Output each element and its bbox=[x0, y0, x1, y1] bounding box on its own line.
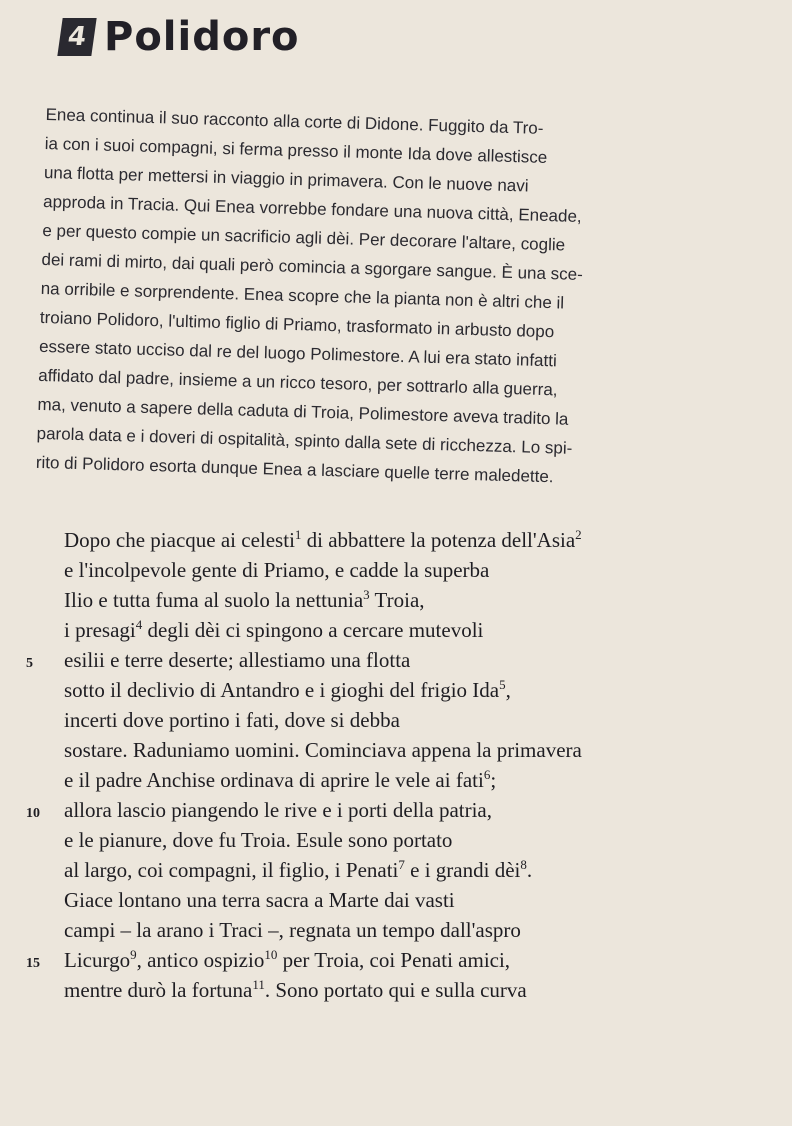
verse-text bbox=[64, 945, 786, 975]
verse-line bbox=[26, 615, 786, 645]
footnote-marker: 9 bbox=[130, 947, 137, 962]
verse-fragment: Troia, bbox=[369, 588, 425, 612]
verse-line bbox=[26, 885, 786, 915]
footnote-marker: 1 bbox=[294, 527, 302, 542]
footnote-marker: 10 bbox=[264, 947, 278, 962]
verse-line bbox=[26, 825, 786, 855]
verse-line bbox=[26, 795, 786, 825]
verse-number bbox=[26, 675, 64, 705]
verse-line bbox=[26, 765, 786, 795]
verse-fragment: esilii e terre deserte; allestiamo una flotta bbox=[64, 648, 411, 672]
verse-text bbox=[64, 765, 786, 795]
intro-line: rito di Polidoro esorta dunque Enea a lasciare quelle terre maledette. bbox=[35, 452, 554, 487]
verse-number bbox=[26, 915, 64, 945]
verse-line bbox=[26, 915, 786, 945]
verse-number: 15 bbox=[26, 956, 40, 971]
footnote-marker: 6 bbox=[483, 767, 491, 782]
intro-line: troiano Polidoro, l'ultimo figlio di Priamo, trasformato in arbusto dopo bbox=[39, 307, 555, 342]
verse-fragment: sostare. Raduniamo uomini. Cominciava appena la primavera bbox=[64, 738, 582, 762]
verse-fragment: allora lascio piangendo le rive e i porti della patria, bbox=[64, 798, 492, 822]
verse-text bbox=[64, 915, 786, 945]
intro-line: ma, venuto a sapere della caduta di Troia, Polimestore aveva tradito la bbox=[37, 394, 569, 429]
verse-text bbox=[64, 735, 786, 765]
verse-fragment: mentre durò la fortuna bbox=[64, 978, 253, 1002]
verse-fragment: . Sono portato qui e sulla curva bbox=[264, 978, 527, 1002]
footnote-marker: 7 bbox=[398, 857, 405, 872]
verse-fragment: e il padre Anchise ordinava di aprire le vele ai fati bbox=[64, 768, 484, 792]
verse-text bbox=[64, 705, 786, 735]
verse-number bbox=[26, 855, 64, 885]
verse-number: 5 bbox=[26, 656, 33, 671]
footnote-marker: 11 bbox=[252, 977, 265, 992]
verse-fragment: ; bbox=[490, 768, 497, 792]
verse-text bbox=[64, 975, 786, 1005]
verse-fragment: . bbox=[526, 858, 533, 882]
verse-text bbox=[64, 525, 786, 555]
verse-line bbox=[26, 675, 786, 705]
verse-text bbox=[64, 585, 786, 615]
verse-line bbox=[26, 645, 786, 675]
verse-line bbox=[26, 855, 786, 885]
footnote-marker: 3 bbox=[363, 587, 370, 602]
intro-line: ia con i suoi compagni, si ferma presso il monte Ida dove allestisce bbox=[44, 133, 548, 168]
intro-line: affidato dal padre, insieme a un ricco tesoro, per sottrarlo alla guerra, bbox=[38, 365, 558, 400]
verse-fragment: i presagi bbox=[64, 618, 136, 642]
intro-line: essere stato ucciso dal re del luogo Polimestore. A lui era stato infatti bbox=[38, 336, 558, 371]
intro-line: una flotta per mettersi in viaggio in primavera. Con le nuove navi bbox=[43, 162, 529, 196]
verse-fragment: Licurgo bbox=[64, 948, 131, 972]
verse-fragment: per Troia, coi Penati amici, bbox=[277, 948, 511, 972]
verse-number bbox=[26, 555, 64, 585]
verse-fragment: Ilio e tutta fuma al suolo la nettunia bbox=[64, 588, 364, 612]
verse-number bbox=[26, 765, 64, 795]
verse-text bbox=[64, 675, 786, 705]
verse-line bbox=[26, 525, 786, 555]
verse-fragment: di abbattere la potenza dell'Asia bbox=[301, 528, 576, 552]
section-number-badge: 4 bbox=[57, 18, 96, 56]
verse-fragment: degli dèi ci spingono a cercare mutevoli bbox=[142, 618, 484, 642]
verse-text bbox=[64, 825, 786, 855]
verse-fragment: al largo, coi compagni, il figlio, i Penati bbox=[64, 858, 399, 882]
verse-fragment: e le pianure, dove fu Troia. Esule sono portato bbox=[64, 828, 453, 852]
verse-fragment: incerti dove portino i fati, dove si debba bbox=[64, 708, 400, 732]
verse-number bbox=[26, 825, 64, 855]
verse-number bbox=[26, 705, 64, 735]
verse-line bbox=[26, 555, 786, 585]
verse-number bbox=[26, 525, 64, 555]
intro-line: Enea continua il suo racconto alla corte di Didone. Fuggito da Tro- bbox=[45, 104, 544, 138]
section-header bbox=[60, 14, 300, 60]
verse-number bbox=[26, 615, 64, 645]
verse-line bbox=[26, 945, 786, 975]
verse-text bbox=[64, 555, 786, 585]
verse-fragment: , bbox=[505, 678, 511, 702]
verse-text bbox=[64, 885, 786, 915]
poem-verses bbox=[26, 525, 786, 1005]
section-title: Polidoro bbox=[104, 14, 300, 60]
verse-number bbox=[26, 735, 64, 765]
verse-line bbox=[26, 735, 786, 765]
verse-fragment: campi – la arano i Traci –, regnata un tempo dall'aspro bbox=[64, 918, 521, 942]
verse-number bbox=[26, 885, 64, 915]
verse-fragment: sotto il declivio di Antandro e i gioghi del frigio Ida bbox=[64, 678, 500, 702]
intro-line: dei rami di mirto, dai quali però comincia a sgorgare sangue. È una sce- bbox=[41, 249, 584, 285]
verse-text bbox=[64, 855, 786, 885]
footnote-marker: 8 bbox=[520, 857, 527, 872]
intro-line: na orribile e sorprendente. Enea scopre che la pianta non è altri che il bbox=[40, 278, 565, 313]
verse-text bbox=[64, 795, 786, 825]
verse-fragment: Dopo che piacque ai celesti bbox=[64, 528, 295, 552]
verse-line bbox=[26, 705, 786, 735]
verse-line bbox=[26, 975, 786, 1005]
verse-fragment: e l'incolpevole gente di Priamo, e cadde la superba bbox=[64, 558, 490, 582]
intro-line: e per questo compie un sacrificio agli dèi. Per decorare l'altare, coglie bbox=[42, 220, 566, 255]
footnote-marker: 2 bbox=[575, 527, 582, 542]
verse-number bbox=[26, 975, 64, 1005]
intro-line: parola data e i doveri di ospitalità, spinto dalla sete di ricchezza. Lo spi- bbox=[36, 423, 573, 458]
footnote-marker: 4 bbox=[135, 617, 143, 632]
verse-number bbox=[26, 585, 64, 615]
verse-fragment: e i grandi dèi bbox=[404, 858, 521, 882]
verse-line bbox=[26, 585, 786, 615]
intro-paragraph bbox=[35, 100, 785, 498]
intro-line: approda in Tracia. Qui Enea vorrebbe fondare una nuova città, Eneade, bbox=[42, 191, 582, 226]
verse-text bbox=[64, 615, 786, 645]
verse-text bbox=[64, 645, 786, 675]
footnote-marker: 5 bbox=[499, 677, 506, 692]
verse-fragment: , antico ospizio bbox=[136, 948, 265, 972]
verse-number: 10 bbox=[26, 806, 40, 821]
verse-fragment: Giace lontano una terra sacra a Marte dai vasti bbox=[64, 888, 455, 912]
